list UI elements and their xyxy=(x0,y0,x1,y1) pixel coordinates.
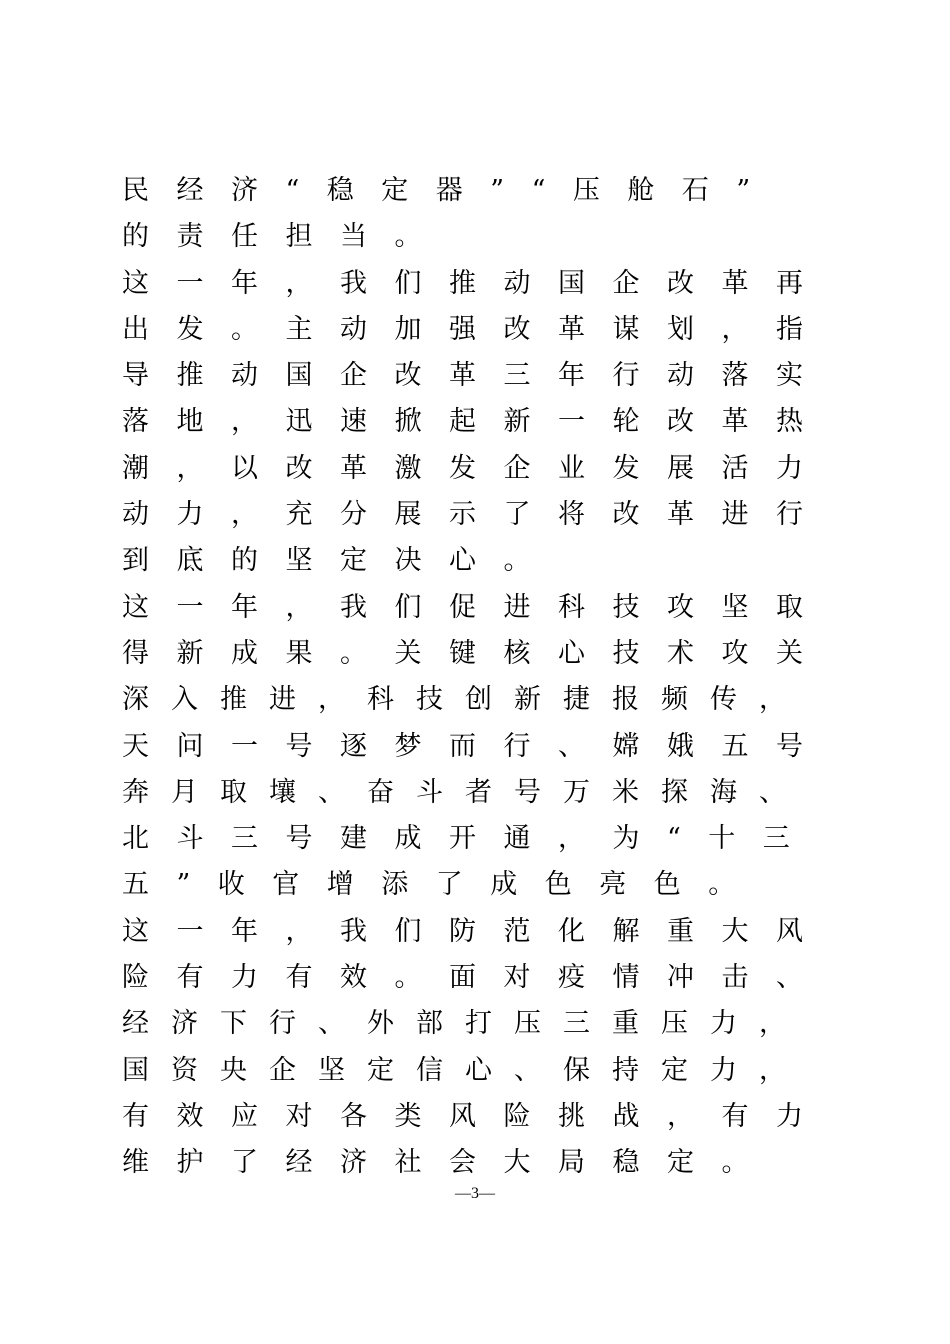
text-line-4: 出发。主动加强改革谋划，指 xyxy=(122,313,831,345)
text-line-19: 经济下行、外部打压三重压力， xyxy=(122,1008,808,1040)
text-line-21: 有效应对各类风险挑战，有力 xyxy=(122,1100,831,1132)
text-line-17: 这一年，我们防范化解重大风 xyxy=(122,915,831,947)
text-line-14: 奔月取壤、奋斗者号万米探海、 xyxy=(122,776,808,808)
text-line-11: 得新成果。关键核心技术攻关 xyxy=(122,637,831,669)
text-line-16: 五”收官增添了成色亮色。 xyxy=(122,869,763,901)
text-line-10: 这一年，我们促进科技攻坚取 xyxy=(122,591,831,623)
text-line-18: 险有力有效。面对疫情冲击、 xyxy=(122,962,831,994)
text-line-12: 深入推进，科技创新捷报频传， xyxy=(122,684,808,716)
text-line-22: 维护了经济社会大局稳定。 xyxy=(122,1147,776,1179)
text-line-2: 的责任担当。 xyxy=(122,221,449,253)
text-line-15: 北斗三号建成开通，为“十三 xyxy=(122,823,818,855)
text-line-7: 潮，以改革激发企业发展活力 xyxy=(122,452,831,484)
text-line-1: 民经济“稳定器”“压舱石” xyxy=(122,175,778,206)
text-line-13: 天问一号逐梦而行、嫦娥五号 xyxy=(122,730,831,762)
page-number: —3— xyxy=(455,1185,495,1202)
text-line-6: 落地，迅速掀起新一轮改革热 xyxy=(122,406,831,438)
text-line-20: 国资央企坚定信心、保持定力， xyxy=(122,1054,808,1086)
body-text xyxy=(122,168,842,1187)
text-line-9: 到底的坚定决心。 xyxy=(122,545,558,577)
text-line-5: 导推动国企改革三年行动落实 xyxy=(122,360,831,392)
text-line-3: 这一年，我们推动国企改革再 xyxy=(122,267,831,299)
text-line-8: 动力，充分展示了将改革进行 xyxy=(122,499,831,531)
